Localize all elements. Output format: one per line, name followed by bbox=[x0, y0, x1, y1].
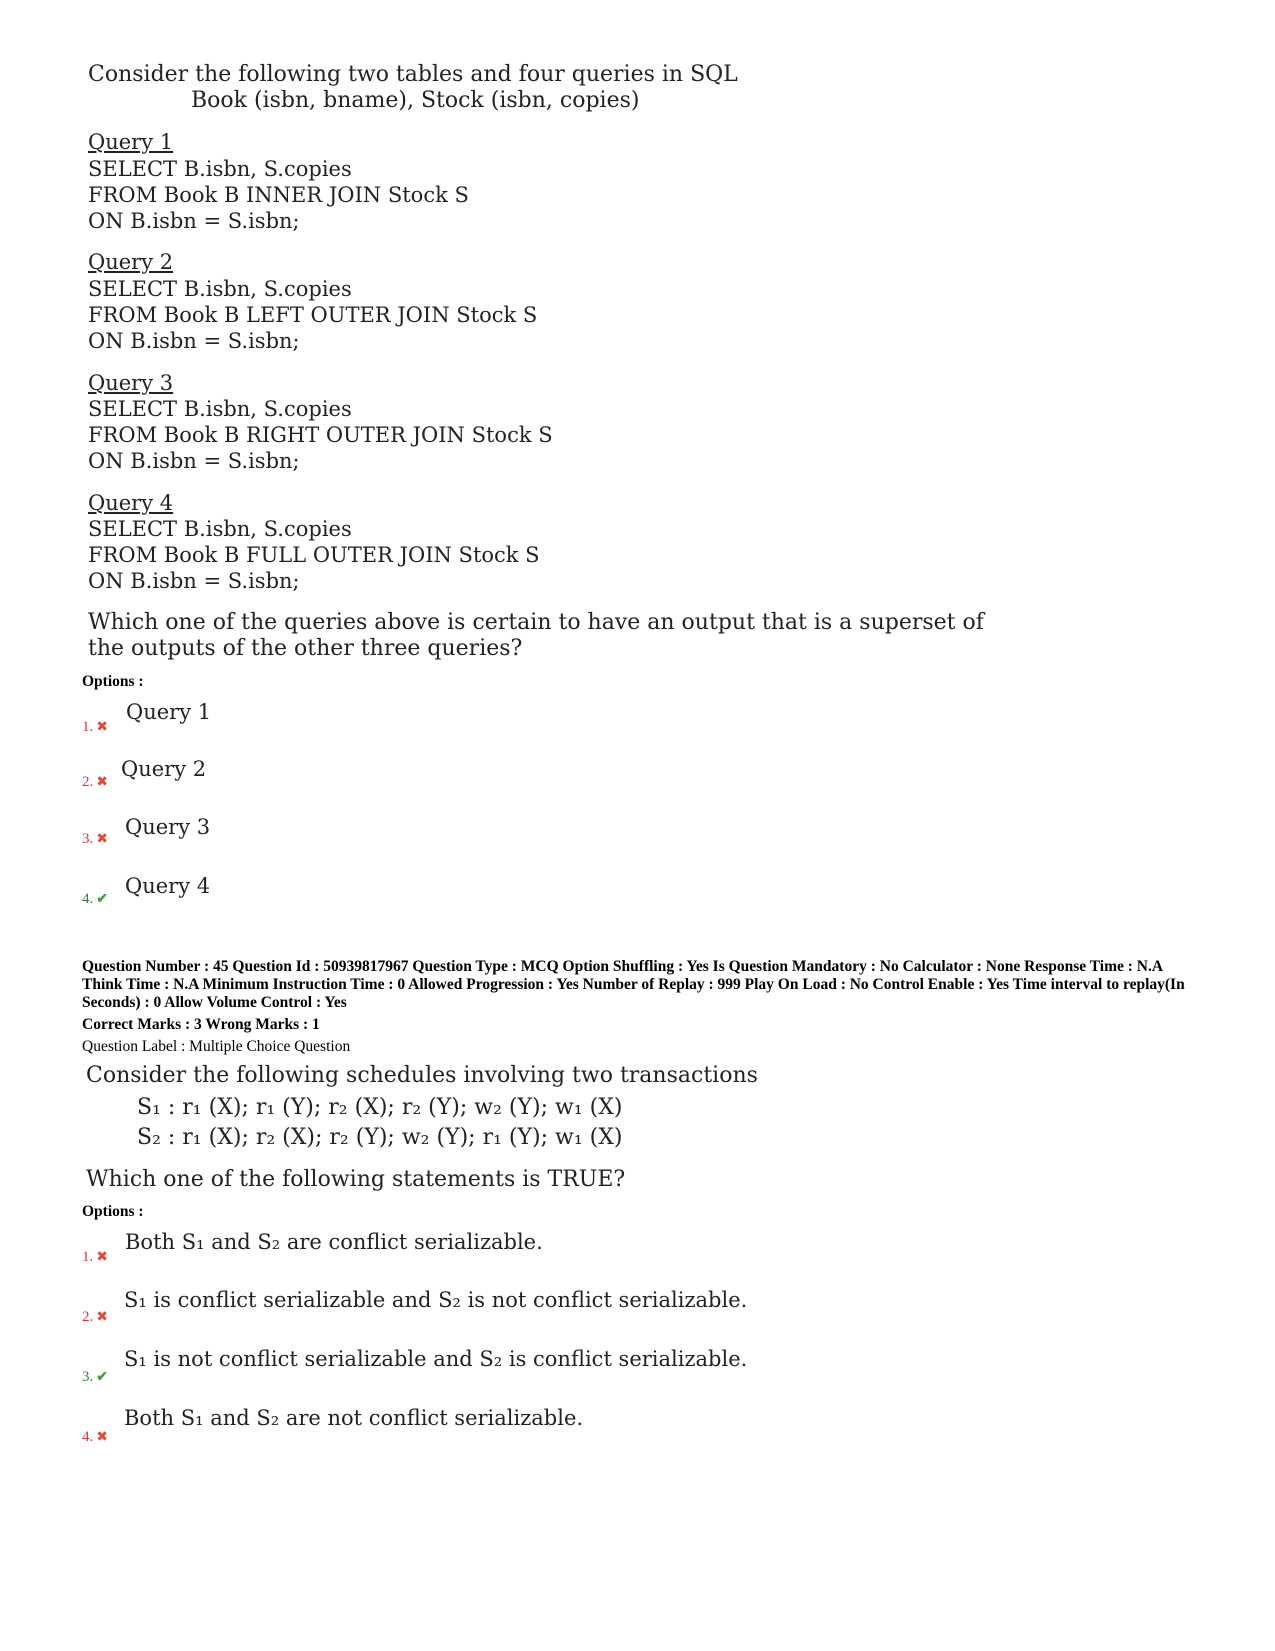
q45-option-3-text: S₁ is not conflict serializable and S₂ is conflict serializable. bbox=[124, 1347, 748, 1371]
q45-meta-info: Question Number : 45 Question Id : 50939817967 Question Type : MCQ Option Shuffling : Yes Is Question Mandatory : No Calculator : None Response Time : N.A Think Time : N.A Minimum Instruction Time : 0 Allowed Progression : Yes Number of Replay : 999 Play On Load : No Control Enable : Yes Time interval to replay(In Seconds) : 0 Allow Volume Control : Yes bbox=[82, 958, 1185, 1011]
q44-option-4[interactable] bbox=[82, 890, 108, 908]
query-2-line-1: SELECT B.isbn, S.copies bbox=[88, 277, 352, 301]
q44-option-2[interactable] bbox=[82, 773, 108, 791]
q45-intro: Consider the following schedules involving two transactions bbox=[86, 1063, 758, 1088]
q44-intro-line2: Book (isbn, bname), Stock (isbn, copies) bbox=[191, 88, 640, 113]
q44-option-3-text: Query 3 bbox=[125, 815, 211, 839]
q45-marks: Correct Marks : 3 Wrong Marks : 1 bbox=[82, 1016, 320, 1033]
q45-option-2[interactable] bbox=[82, 1308, 108, 1326]
query-2-line-2: FROM Book B LEFT OUTER JOIN Stock S bbox=[88, 303, 538, 327]
q44-intro-line1: Consider the following two tables and four queries in SQL bbox=[88, 62, 738, 87]
wrong-mark-icon: ✖ bbox=[96, 720, 108, 735]
wrong-mark-icon: ✖ bbox=[96, 832, 108, 847]
query-1-title: Query 1 bbox=[88, 130, 174, 154]
schedule-s2: S₂ : r₁ (X); r₂ (X); r₂ (Y); w₂ (Y); r₁ (Y); w₁ (X) bbox=[137, 1125, 623, 1150]
wrong-mark-icon: ✖ bbox=[96, 775, 108, 790]
q45-option-4[interactable] bbox=[82, 1428, 108, 1446]
wrong-mark-icon: ✖ bbox=[96, 1310, 108, 1325]
schedule-s1: S₁ : r₁ (X); r₁ (Y); r₂ (X); r₂ (Y); w₂ (Y); w₁ (X) bbox=[137, 1095, 623, 1120]
wrong-mark-icon: ✖ bbox=[96, 1430, 108, 1445]
q45-option-2-text: S₁ is conflict serializable and S₂ is not conflict serializable. bbox=[124, 1288, 748, 1312]
q45-question-label: Question Label : Multiple Choice Question bbox=[82, 1038, 351, 1055]
query-4-title: Query 4 bbox=[88, 491, 174, 515]
q44-options-label: Options : bbox=[82, 673, 144, 690]
option-number: 2. bbox=[82, 774, 94, 790]
query-3-line-2: FROM Book B RIGHT OUTER JOIN Stock S bbox=[88, 423, 553, 447]
query-1-line-1: SELECT B.isbn, S.copies bbox=[88, 157, 352, 181]
q45-option-3[interactable] bbox=[82, 1368, 108, 1386]
q45-option-1[interactable] bbox=[82, 1248, 108, 1266]
q44-option-3[interactable] bbox=[82, 830, 108, 848]
query-1-line-3: ON B.isbn = S.isbn; bbox=[88, 209, 300, 233]
wrong-mark-icon: ✖ bbox=[96, 1250, 108, 1265]
option-number: 1. bbox=[82, 1249, 94, 1265]
query-2-title: Query 2 bbox=[88, 250, 174, 274]
q45-options-label: Options : bbox=[82, 1203, 144, 1220]
q44-option-2-text: Query 2 bbox=[121, 757, 207, 781]
option-number: 4. bbox=[82, 1429, 94, 1445]
option-number: 3. bbox=[82, 831, 94, 847]
query-3-line-1: SELECT B.isbn, S.copies bbox=[88, 397, 352, 421]
q44-option-4-text: Query 4 bbox=[125, 874, 211, 898]
q45-option-1-text: Both S₁ and S₂ are conflict serializable. bbox=[125, 1230, 543, 1254]
query-2-line-3: ON B.isbn = S.isbn; bbox=[88, 329, 300, 353]
q44-option-1-text: Query 1 bbox=[126, 700, 212, 724]
q45-question: Which one of the following statements is TRUE? bbox=[86, 1167, 626, 1192]
option-number: 4. bbox=[82, 891, 94, 907]
check-mark-icon: ✔ bbox=[96, 892, 108, 907]
q45-option-4-text: Both S₁ and S₂ are not conflict serializable. bbox=[124, 1406, 584, 1430]
option-number: 2. bbox=[82, 1309, 94, 1325]
q44-option-1[interactable] bbox=[82, 718, 108, 736]
query-4-line-3: ON B.isbn = S.isbn; bbox=[88, 569, 300, 593]
query-4-line-1: SELECT B.isbn, S.copies bbox=[88, 517, 352, 541]
query-3-line-3: ON B.isbn = S.isbn; bbox=[88, 449, 300, 473]
query-4-line-2: FROM Book B FULL OUTER JOIN Stock S bbox=[88, 543, 540, 567]
check-mark-icon: ✔ bbox=[96, 1370, 108, 1385]
option-number: 1. bbox=[82, 719, 94, 735]
query-1-line-2: FROM Book B INNER JOIN Stock S bbox=[88, 183, 469, 207]
q44-question-line1: Which one of the queries above is certain to have an output that is a superset of bbox=[88, 610, 984, 635]
option-number: 3. bbox=[82, 1369, 94, 1385]
q44-question-line2: the outputs of the other three queries? bbox=[88, 636, 523, 661]
query-3-title: Query 3 bbox=[88, 371, 174, 395]
